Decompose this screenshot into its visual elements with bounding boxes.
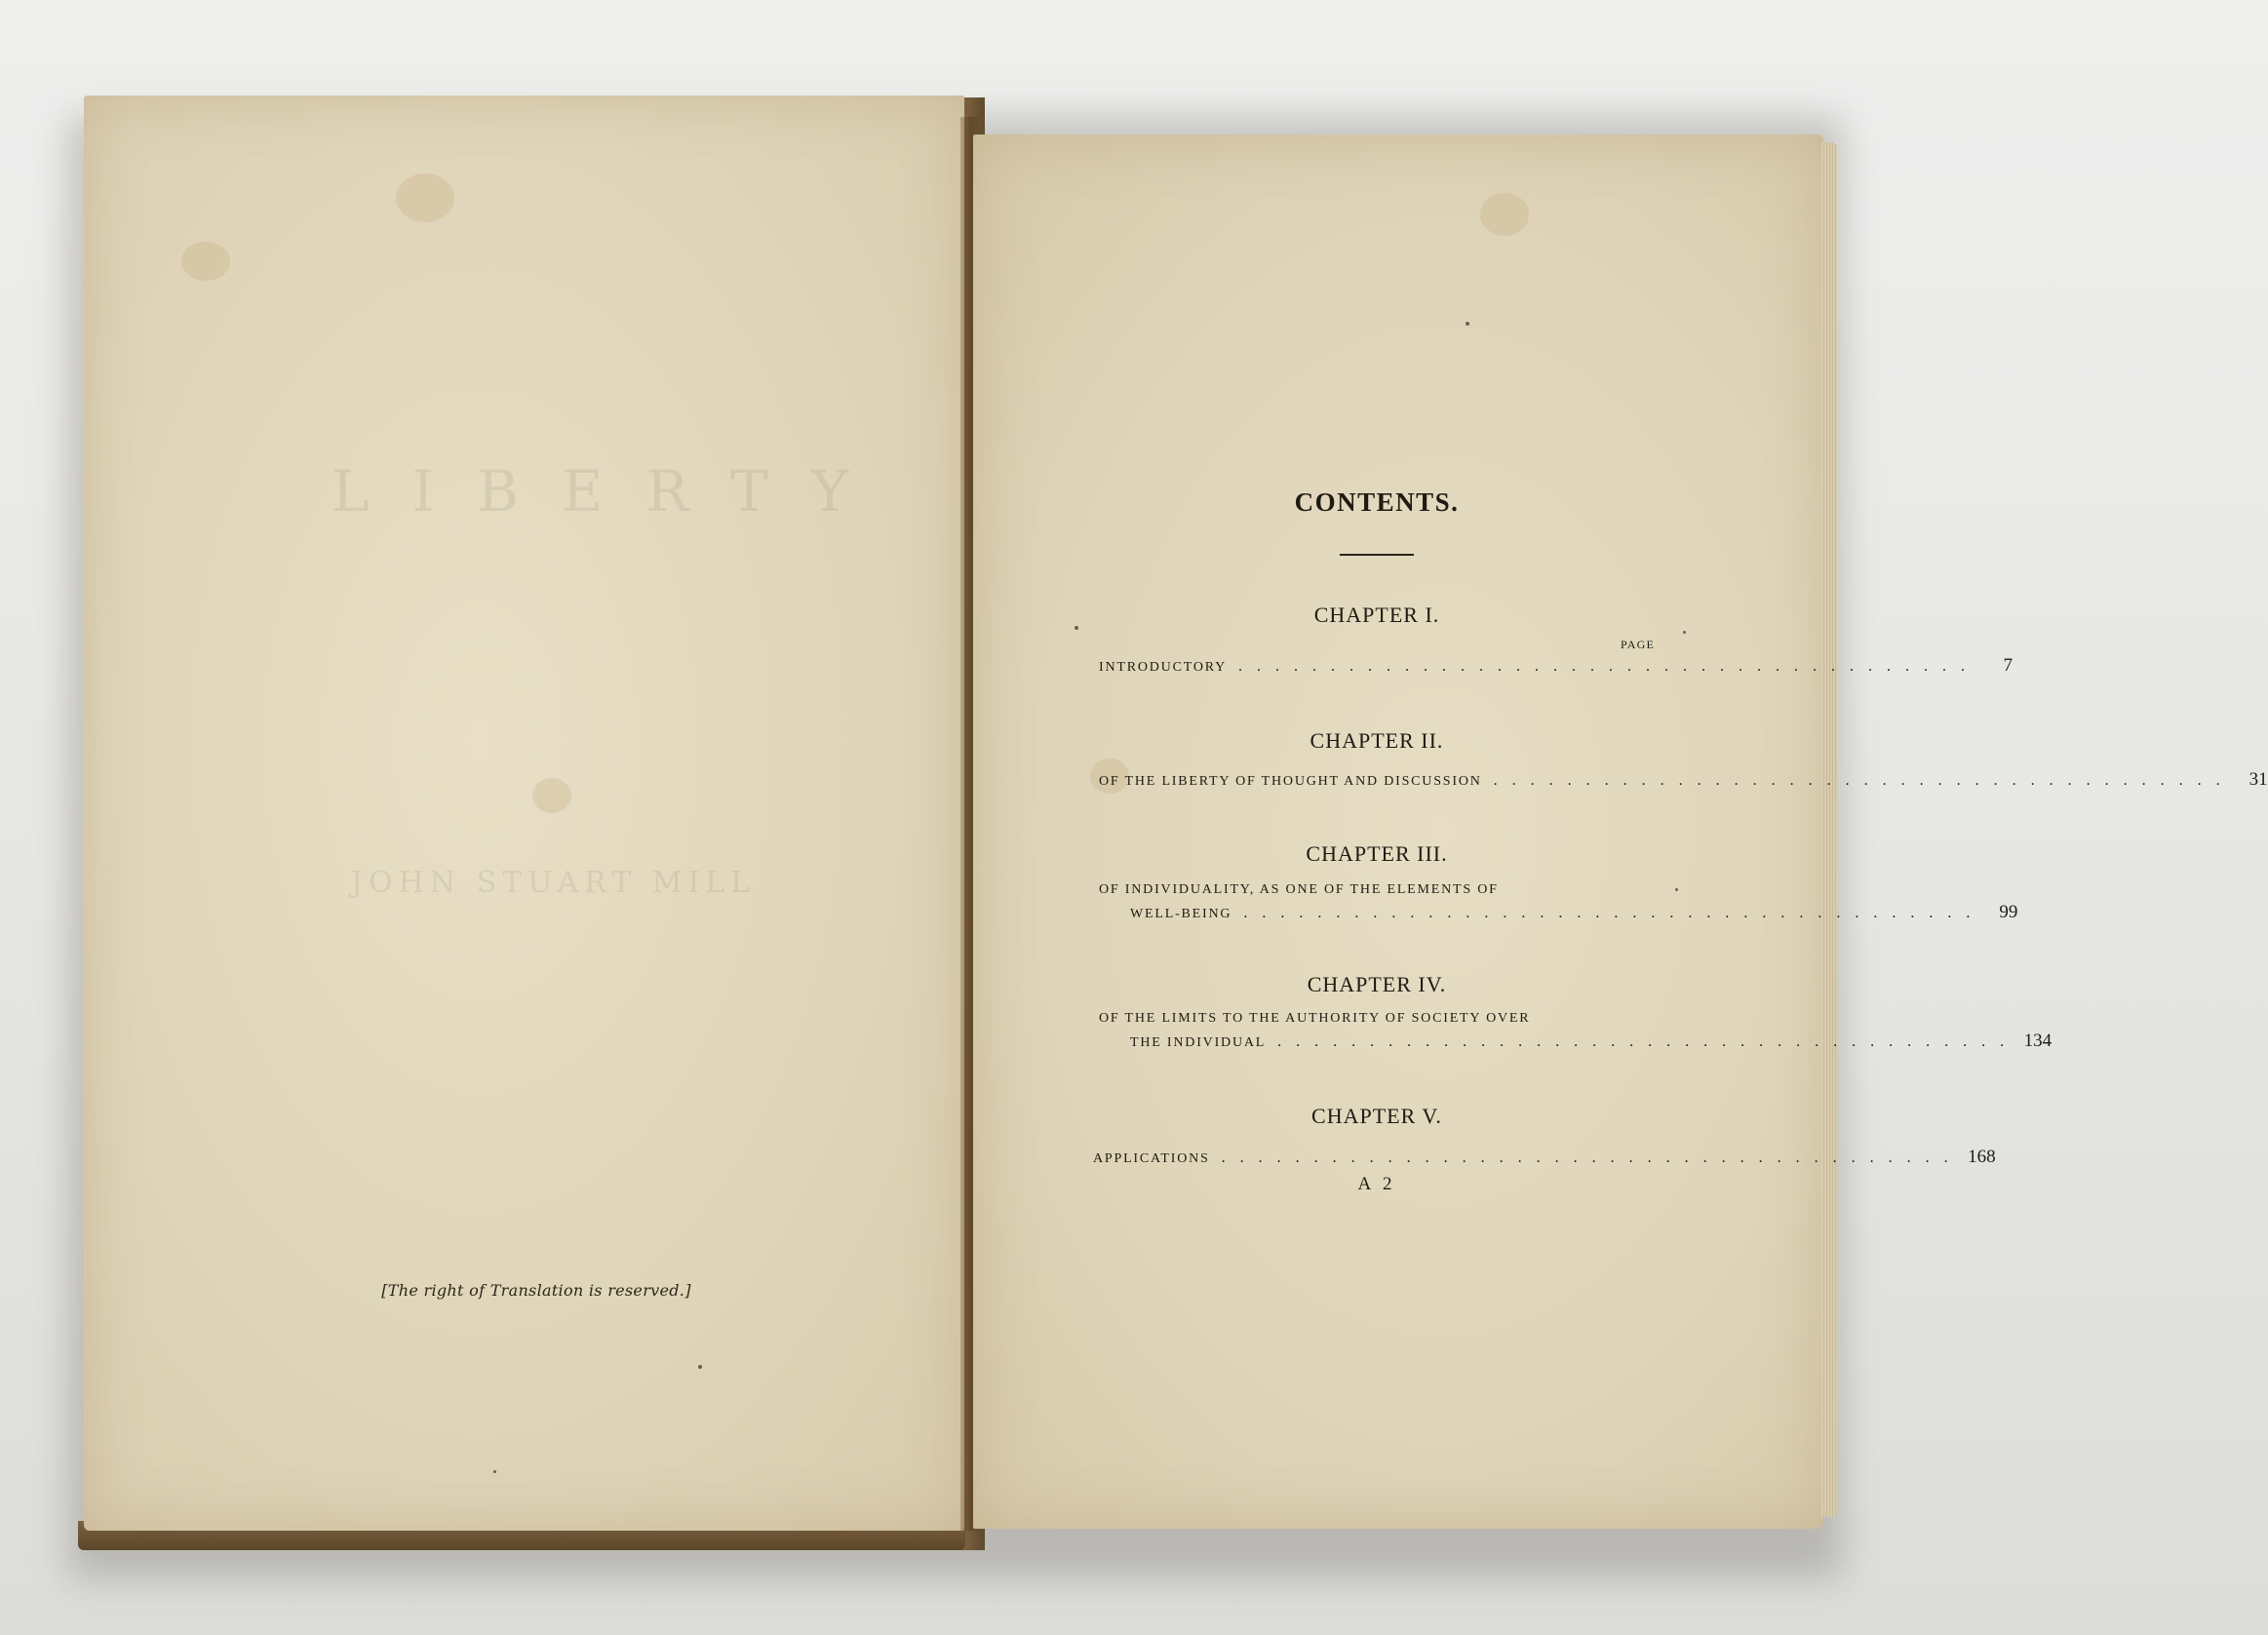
show-through-title: LIBERTY	[332, 458, 892, 525]
chapter-title: APPLICATIONS	[1093, 1151, 1210, 1166]
page-number: 168	[1968, 1147, 1996, 1167]
toc-entry	[1099, 638, 2014, 677]
chapter-title-continued: WELL-BEING	[1130, 907, 1232, 921]
chapter-heading: CHAPTER I.	[1313, 603, 1440, 627]
toc-entry	[1099, 1011, 2053, 1052]
left-page	[84, 96, 964, 1531]
toc-entry-line	[1099, 902, 2018, 923]
page-number: 99	[1999, 902, 2018, 922]
contents-title: CONTENTS.	[1294, 487, 1460, 517]
show-through-author: JOHN STUART MILL	[351, 866, 757, 900]
dot-leader: ........................................	[1493, 772, 2235, 789]
paper-speck	[1466, 322, 1469, 326]
chapter-title-continued: THE INDIVIDUAL	[1130, 1035, 1267, 1050]
title-rule	[1340, 554, 1414, 556]
dot-leader: ........................................	[1238, 658, 1980, 675]
foxing-stain	[181, 242, 230, 281]
toc-entry	[1099, 882, 2018, 923]
page-number: 134	[2023, 1031, 2053, 1051]
chapter-title: OF THE LIMITS TO THE AUTHORITY OF SOCIETY OVER	[1099, 1011, 1531, 1026]
translation-rights-note: [The right of Translation is reserved.]	[381, 1281, 691, 1300]
chapter-heading: CHAPTER II.	[1310, 728, 1444, 753]
signature-mark: A 2	[1357, 1174, 1396, 1194]
chapter-title: OF THE LIBERTY OF THOUGHT AND DISCUSSION	[1099, 774, 1482, 789]
foxing-stain	[1480, 193, 1529, 236]
toc-entry-line	[1099, 769, 2268, 791]
toc-entry-line	[1099, 655, 2014, 677]
page-column-label: PAGE	[1620, 638, 1655, 651]
toc-entry	[1099, 769, 2268, 791]
toc-entry-line	[1099, 882, 1655, 898]
paper-speck	[1675, 888, 1678, 891]
toc-entry-line	[1099, 1031, 2053, 1052]
page-number: 7	[2003, 655, 2014, 676]
paper-speck	[1683, 631, 1686, 634]
chapter-title: INTRODUCTORY	[1099, 660, 1228, 675]
chapter-heading: CHAPTER IV.	[1307, 972, 1447, 996]
foxing-stain	[532, 778, 571, 813]
table-of-contents	[1093, 487, 2268, 1195]
toc-entry	[1093, 1147, 1996, 1168]
chapter-heading: CHAPTER V.	[1311, 1104, 1442, 1128]
dot-leader: ........................................	[1243, 905, 1985, 921]
toc-entry-line	[1093, 1147, 1996, 1168]
page-number: 31	[2248, 769, 2268, 790]
paper-speck	[1075, 626, 1078, 630]
paper-speck	[493, 1470, 496, 1473]
chapter-title: OF INDIVIDUALITY, AS ONE OF THE ELEMENTS OF	[1099, 882, 1499, 897]
foxing-stain	[396, 174, 454, 222]
chapter-heading: CHAPTER III.	[1306, 841, 1448, 866]
dot-leader: ........................................	[1221, 1149, 1963, 1166]
paper-speck	[698, 1365, 702, 1369]
toc-entry-line	[1099, 1011, 1655, 1027]
page-block-edge	[1821, 142, 1837, 1517]
dot-leader: ........................................	[1277, 1033, 2019, 1050]
